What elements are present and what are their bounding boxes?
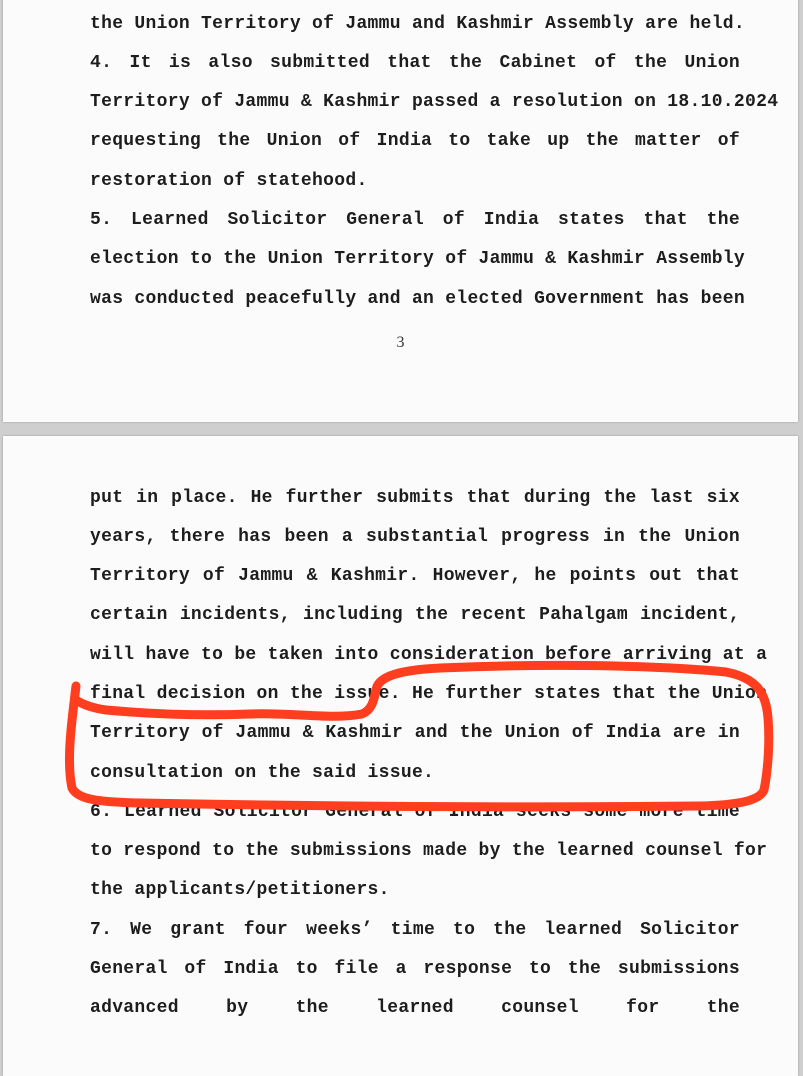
- text-line: the applicants/petitioners.: [90, 880, 390, 900]
- text-line: years, there has been a substantial progress in the Union: [90, 527, 740, 547]
- text-line: Territory of Jammu & Kashmir passed a resolution on 18.10.2024: [90, 92, 779, 112]
- text-line: certain incidents, including the recent Pahalgam incident,: [90, 605, 740, 625]
- text-line: requesting the Union of India to take up the matter of: [90, 131, 740, 151]
- text-line: put in place. He further submits that during the last six: [90, 488, 740, 508]
- text-line: to respond to the submissions made by the learned counsel for: [90, 841, 768, 861]
- text-line: the Union Territory of Jammu and Kashmir Assembly are held.: [90, 14, 746, 34]
- text-line: was conducted peacefully and an elected Government has been: [90, 289, 746, 309]
- text-line: election to the Union Territory of Jammu & Kashmir Assembly: [90, 249, 746, 269]
- page-number: 3: [396, 334, 405, 351]
- text-line: consultation on the said issue.: [90, 763, 435, 783]
- text-line: will have to be taken into consideration before arriving at a: [90, 645, 768, 665]
- document-page-4: [3, 436, 798, 1076]
- text-line: Territory of Jammu & Kashmir. However, he points out that: [90, 566, 740, 586]
- text-line: restoration of statehood.: [90, 171, 368, 191]
- text-line: 6. Learned Solicitor General of India seeks some more time: [90, 802, 740, 822]
- text-line: Territory of Jammu & Kashmir and the Union of India are in: [90, 723, 740, 743]
- text-line: 5. Learned Solicitor General of India states that the: [90, 210, 740, 230]
- text-line: General of India to file a response to the submissions: [90, 959, 740, 979]
- text-line: 7. We grant four weeks’ time to the learned Solicitor: [90, 920, 740, 940]
- text-line: final decision on the issue. He further states that the Union: [90, 684, 768, 704]
- text-line: advanced by the learned counsel for the: [90, 998, 740, 1018]
- document-page-3: [3, 0, 798, 422]
- text-line: 4. It is also submitted that the Cabinet of the Union: [90, 53, 740, 73]
